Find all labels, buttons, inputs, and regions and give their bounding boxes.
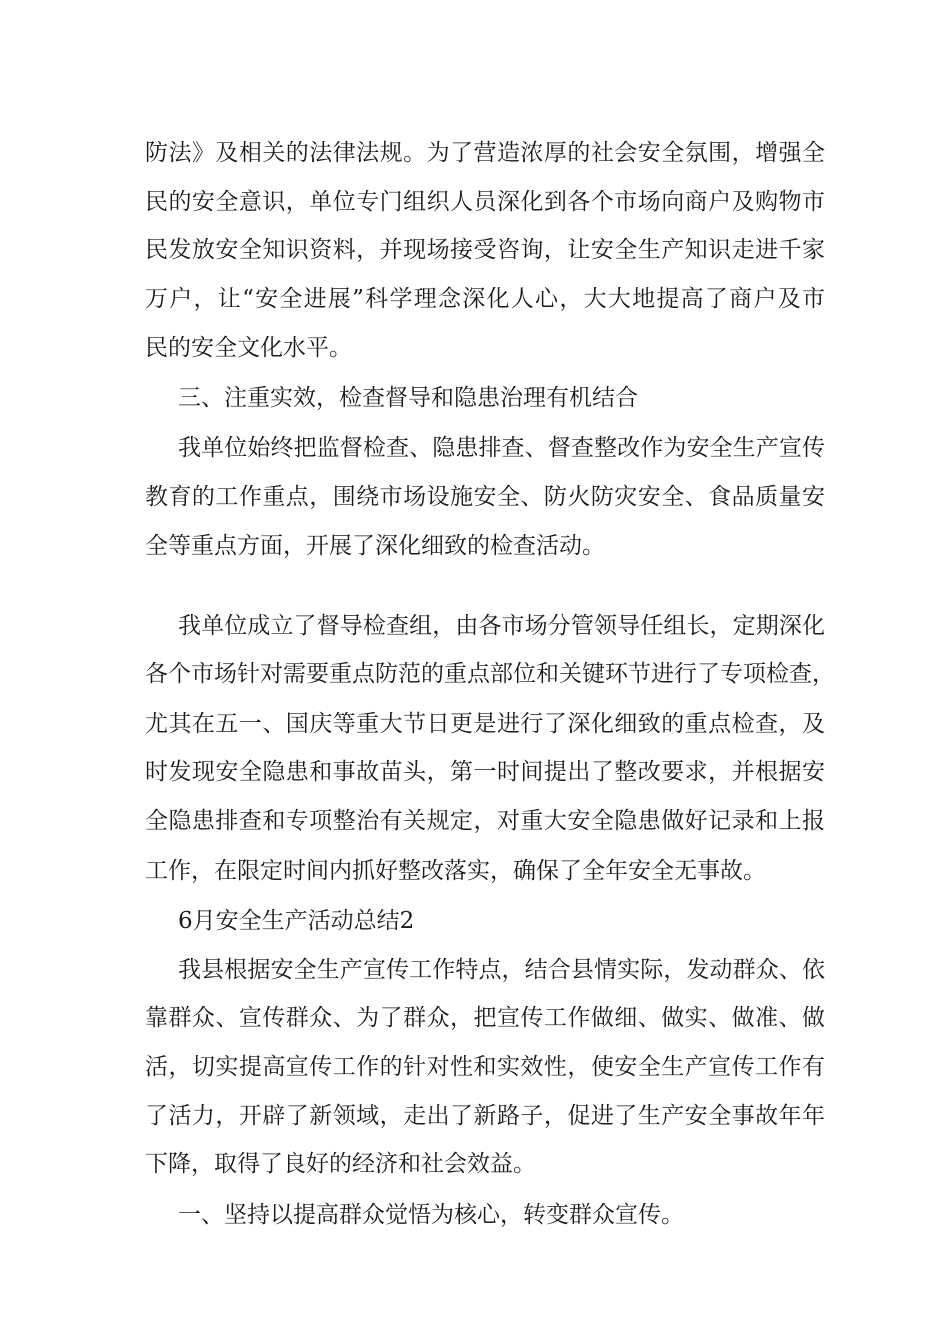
paragraph-first-line: 我单位始终把监督检查、隐患排查、督查整改作为安全生产宣传 <box>178 435 825 461</box>
text-line: 教育的工作重点，围绕市场设施安全、防火防灾安全、食品质量安 <box>145 484 825 510</box>
text-line: 活，切实提高宣传工作的针对性和实效性，使安全生产宣传工作有 <box>145 1054 825 1080</box>
text-line: 时发现安全隐患和事故苗头，第一时间提出了整改要求，并根据安 <box>145 759 825 785</box>
text-line: 民发放安全知识资料，并现场接受咨询，让安全生产知识走进千家 <box>145 237 825 263</box>
text-line: 民的安全意识，单位专门组织人员深化到各个市场向商户及购物市 <box>145 189 825 215</box>
section-heading: 三、注重实效，检查督导和隐患治理有机结合 <box>178 385 638 411</box>
text-line: 尤其在五一、国庆等重大节日更是进行了深化细致的重点检查，及 <box>145 711 825 737</box>
text-line: 万户，让“安全进展”科学理念深化人心，大大地提高了商户及市 <box>145 286 825 312</box>
section-title: 6月安全生产活动总结2 <box>178 908 415 934</box>
paragraph-first-line: 我县根据安全生产宣传工作特点，结合县情实际，发动群众、依 <box>178 957 825 983</box>
paragraph-first-line: 我单位成立了督导检查组，由各市场分管领导任组长，定期深化 <box>178 613 825 639</box>
text-line: 靠群众、宣传群众、为了群众，把宣传工作做细、做实、做准、做 <box>145 1005 825 1031</box>
text-line: 防法》及相关的法律法规。为了营造浓厚的社会安全氛围，增强全 <box>145 140 825 166</box>
text-line: 下降，取得了良好的经济和社会效益。 <box>145 1151 536 1177</box>
text-line: 全隐患排查和专项整治有关规定，对重大安全隐患做好记录和上报 <box>145 808 825 834</box>
text-line: 各个市场针对需要重点防范的重点部位和关键环节进行了专项检查， <box>145 661 835 687</box>
section-heading: 一、坚持以提高群众觉悟为核心，转变群众宣传。 <box>178 1202 684 1228</box>
text-line: 民的安全文化水平。 <box>145 335 352 361</box>
text-line: 了活力，开辟了新领域，走出了新路子，促进了生产安全事故年年 <box>145 1103 825 1129</box>
text-line: 全等重点方面，开展了深化细致的检查活动。 <box>145 533 605 559</box>
text-line: 工作，在限定时间内抓好整改落实，确保了全年安全无事故。 <box>145 858 766 884</box>
